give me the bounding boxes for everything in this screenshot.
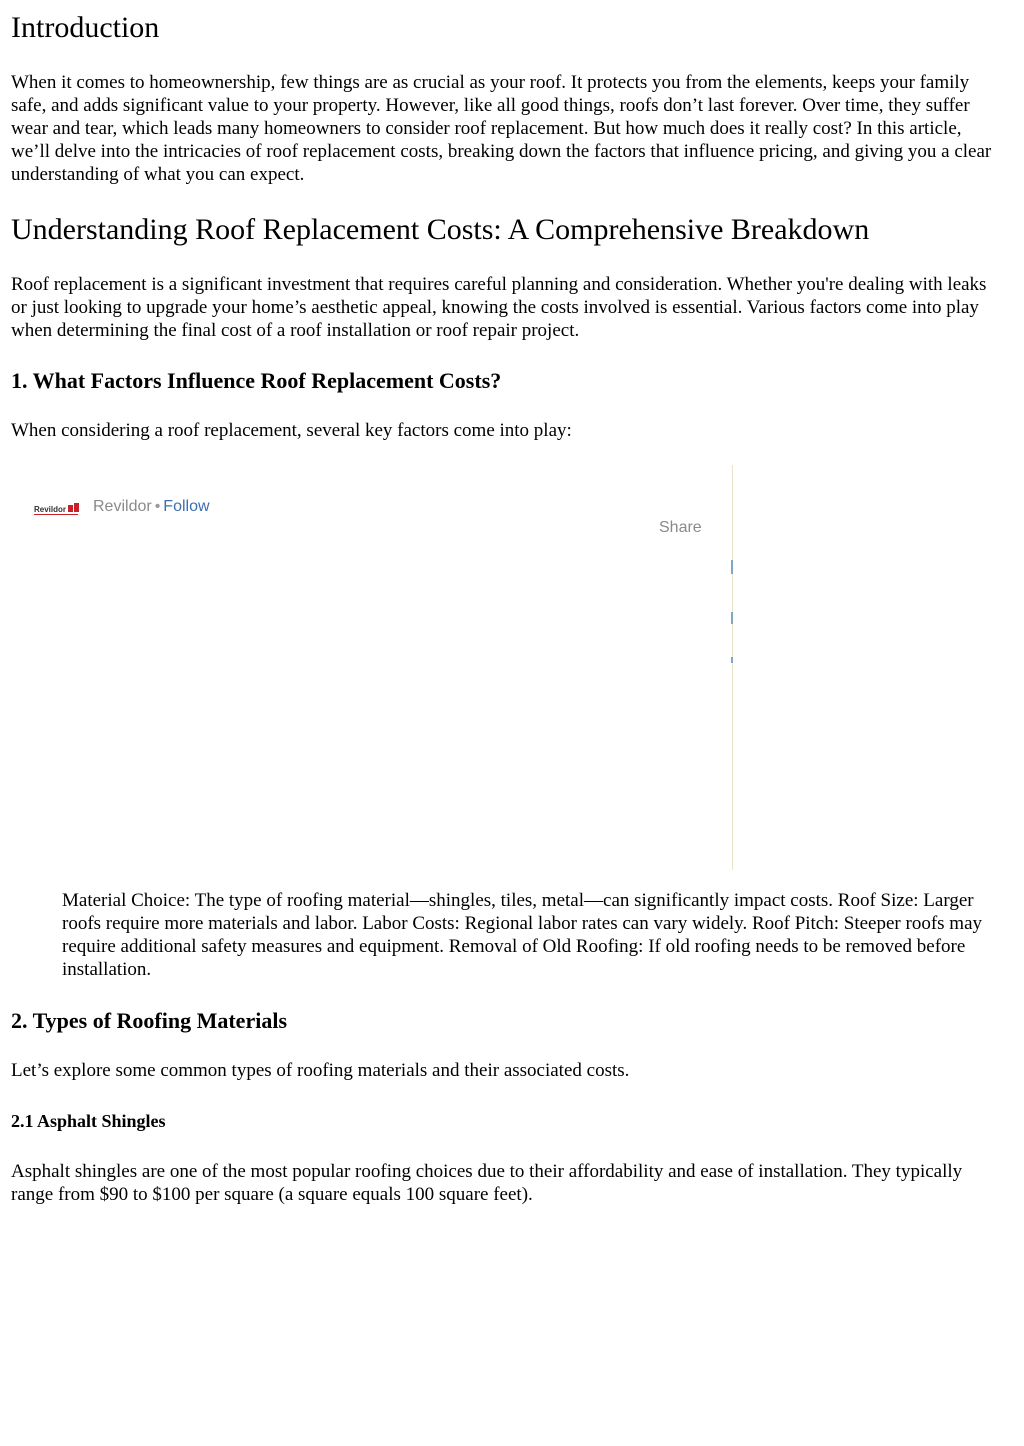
embed-channel-line: [93, 498, 210, 516]
factors-heading: 1. What Factors Influence Roof Replacement Costs?: [11, 368, 502, 393]
factors-list: Material Choice: The type of roofing material—shingles, tiles, metal—can significantly impact costs. Roof Size: Larger roofs require more materials and labor. Labor Costs: Regional labor rates can vary widely. Roof Pitch: Steeper roofs may require additional safety measures and equipment. Removal of Old Roofing: If old roofing needs to be removed before installation.: [62, 890, 983, 980]
video-embed[interactable]: [11, 465, 733, 870]
revildor-logo-icon[interactable]: [34, 502, 80, 516]
materials-heading: 2. Types of Roofing Materials: [11, 1008, 287, 1033]
logo-wordmark: Revildor: [34, 505, 67, 514]
asphalt-heading: 2.1 Asphalt Shingles: [11, 1111, 166, 1131]
materials-intro: Let’s explore some common types of roofing materials and their associated costs.: [11, 1060, 630, 1081]
factors-intro: When considering a roof replacement, several key factors come into play:: [11, 420, 572, 441]
embed-divider: [732, 465, 733, 870]
breakdown-paragraph: Roof replacement is a significant investment that requires careful planning and consideration. Whether you're dealing with leaks or just looking to upgrade your home’s aesthetic appeal, knowing the costs involved is essential. Various factors come into play when determining the final cost of a roof installation or roof repair project.: [11, 274, 987, 341]
intro-paragraph: When it comes to homeownership, few things are as crucial as your roof. It protects you from the elements, keeps your family safe, and adds significant value to your property. However, like all good things, roofs don’t last forever. Over time, they suffer wear and tear, which leads many homeowners to consider roof replacement. But how much does it really cost? In this article, we’ll delve into the intricacies of roof replacement costs, breaking down the factors that influence pricing, and giving you a clear understanding of what you can expect.: [11, 72, 992, 185]
channel-name[interactable]: Revildor: [93, 498, 152, 515]
embed-scroll-marker: [731, 657, 733, 663]
separator-dot: •: [154, 498, 161, 515]
embed-scroll-marker: [731, 560, 733, 574]
share-button[interactable]: Share: [659, 519, 702, 536]
intro-heading: Introduction: [11, 11, 160, 44]
asphalt-paragraph: Asphalt shingles are one of the most popular roofing choices due to their affordability and ease of installation. They typically range from $90 to $100 per square (a square equals 100 square feet).: [11, 1161, 963, 1205]
follow-button[interactable]: Follow: [163, 498, 210, 515]
embed-scroll-marker: [731, 612, 733, 624]
breakdown-heading: Understanding Roof Replacement Costs: A Comprehensive Breakdown: [11, 213, 870, 246]
